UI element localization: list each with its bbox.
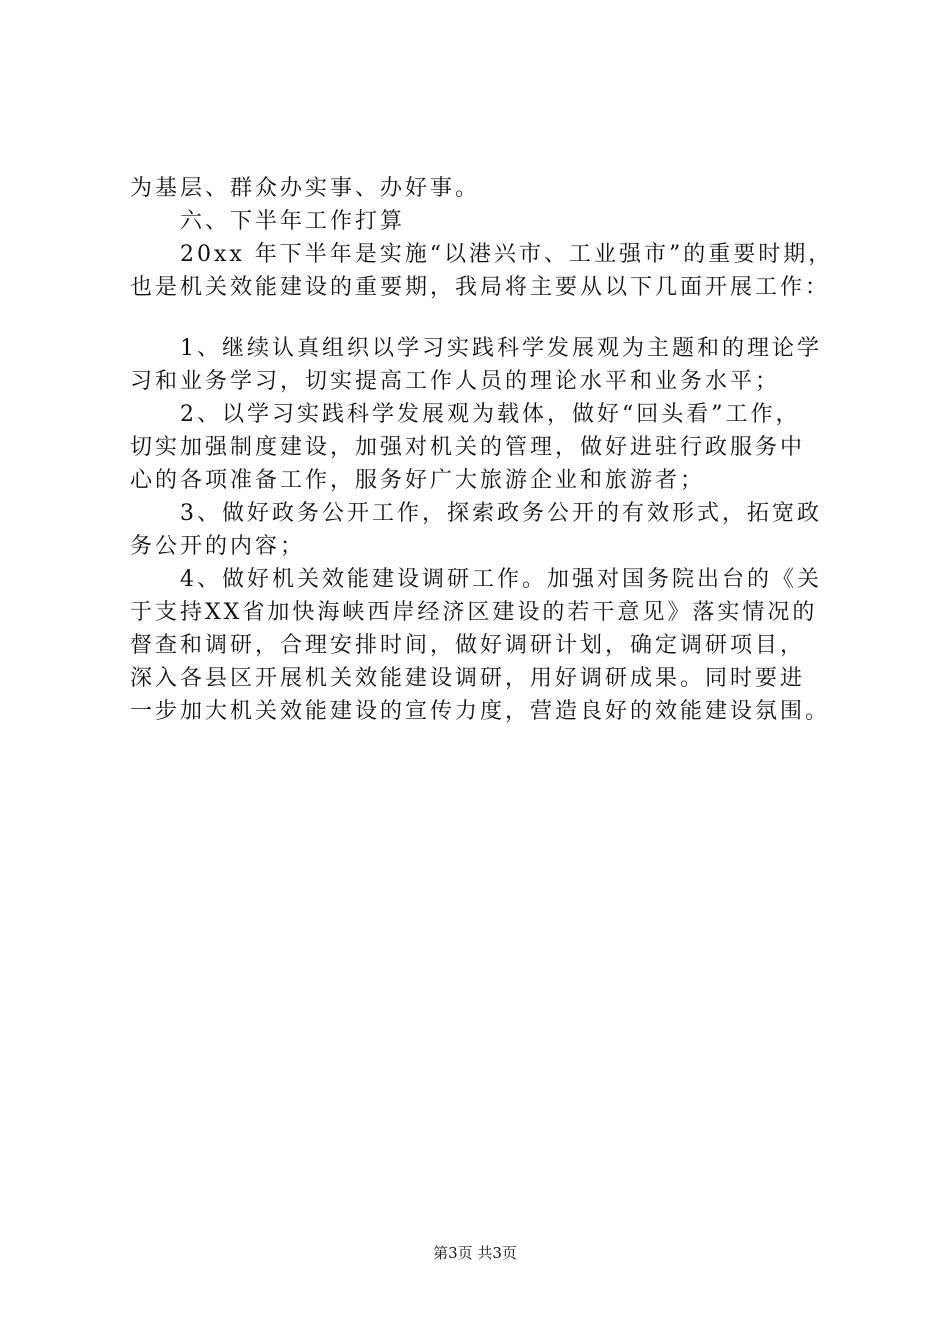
text-line: 为基层、群众办实事、办好事。 xyxy=(130,176,481,201)
text-line: 习和业务学习，切实提高工作人员的理论水平和业务水平； xyxy=(130,369,781,394)
text-line: 务公开的内容； xyxy=(130,534,306,559)
text-line: 1、继续认真组织以学习实践科学发展观为主题和的理论学 xyxy=(180,336,822,361)
section-heading: 六、下半年工作打算 xyxy=(180,209,406,234)
text-line: 4、做好机关效能建设调研工作。加强对国务院出台的《关 xyxy=(180,567,822,592)
paragraph-gap xyxy=(130,304,836,332)
text-line: 也是机关效能建设的重要期，我局将主要从以下几面开展工作： xyxy=(130,275,831,300)
text-line: 3、做好政务公开工作，探索政务公开的有效形式，拓宽政 xyxy=(180,501,822,526)
text-line: 心的各项准备工作，服务好广大旅游企业和旅游者； xyxy=(130,468,706,493)
document-body xyxy=(130,172,836,728)
text-line: 2、以学习实践科学发展观为载体，做好“回头看”工作， xyxy=(180,402,801,427)
text-line: 一步加大机关效能建设的宣传力度，营造良好的效能建设氛围。 xyxy=(130,699,831,724)
text-line: 切实加强制度建设，加强对机关的管理，做好进驻行政服务中 xyxy=(130,435,806,460)
text-line: 20xx 年下半年是实施“以港兴市、工业强市”的重要时期， xyxy=(180,242,834,267)
text-line: 于支持XX省加快海峡西岸经济区建设的若干意见》落实情况的 xyxy=(130,600,818,625)
text-line: 督查和调研，合理安排时间，做好调研计划，确定调研项目， xyxy=(130,633,806,658)
text-line: 深入各县区开展机关效能建设调研，用好调研成果。同时要进 xyxy=(130,666,806,691)
page-footer: 第3页 共3页 xyxy=(433,1244,517,1262)
